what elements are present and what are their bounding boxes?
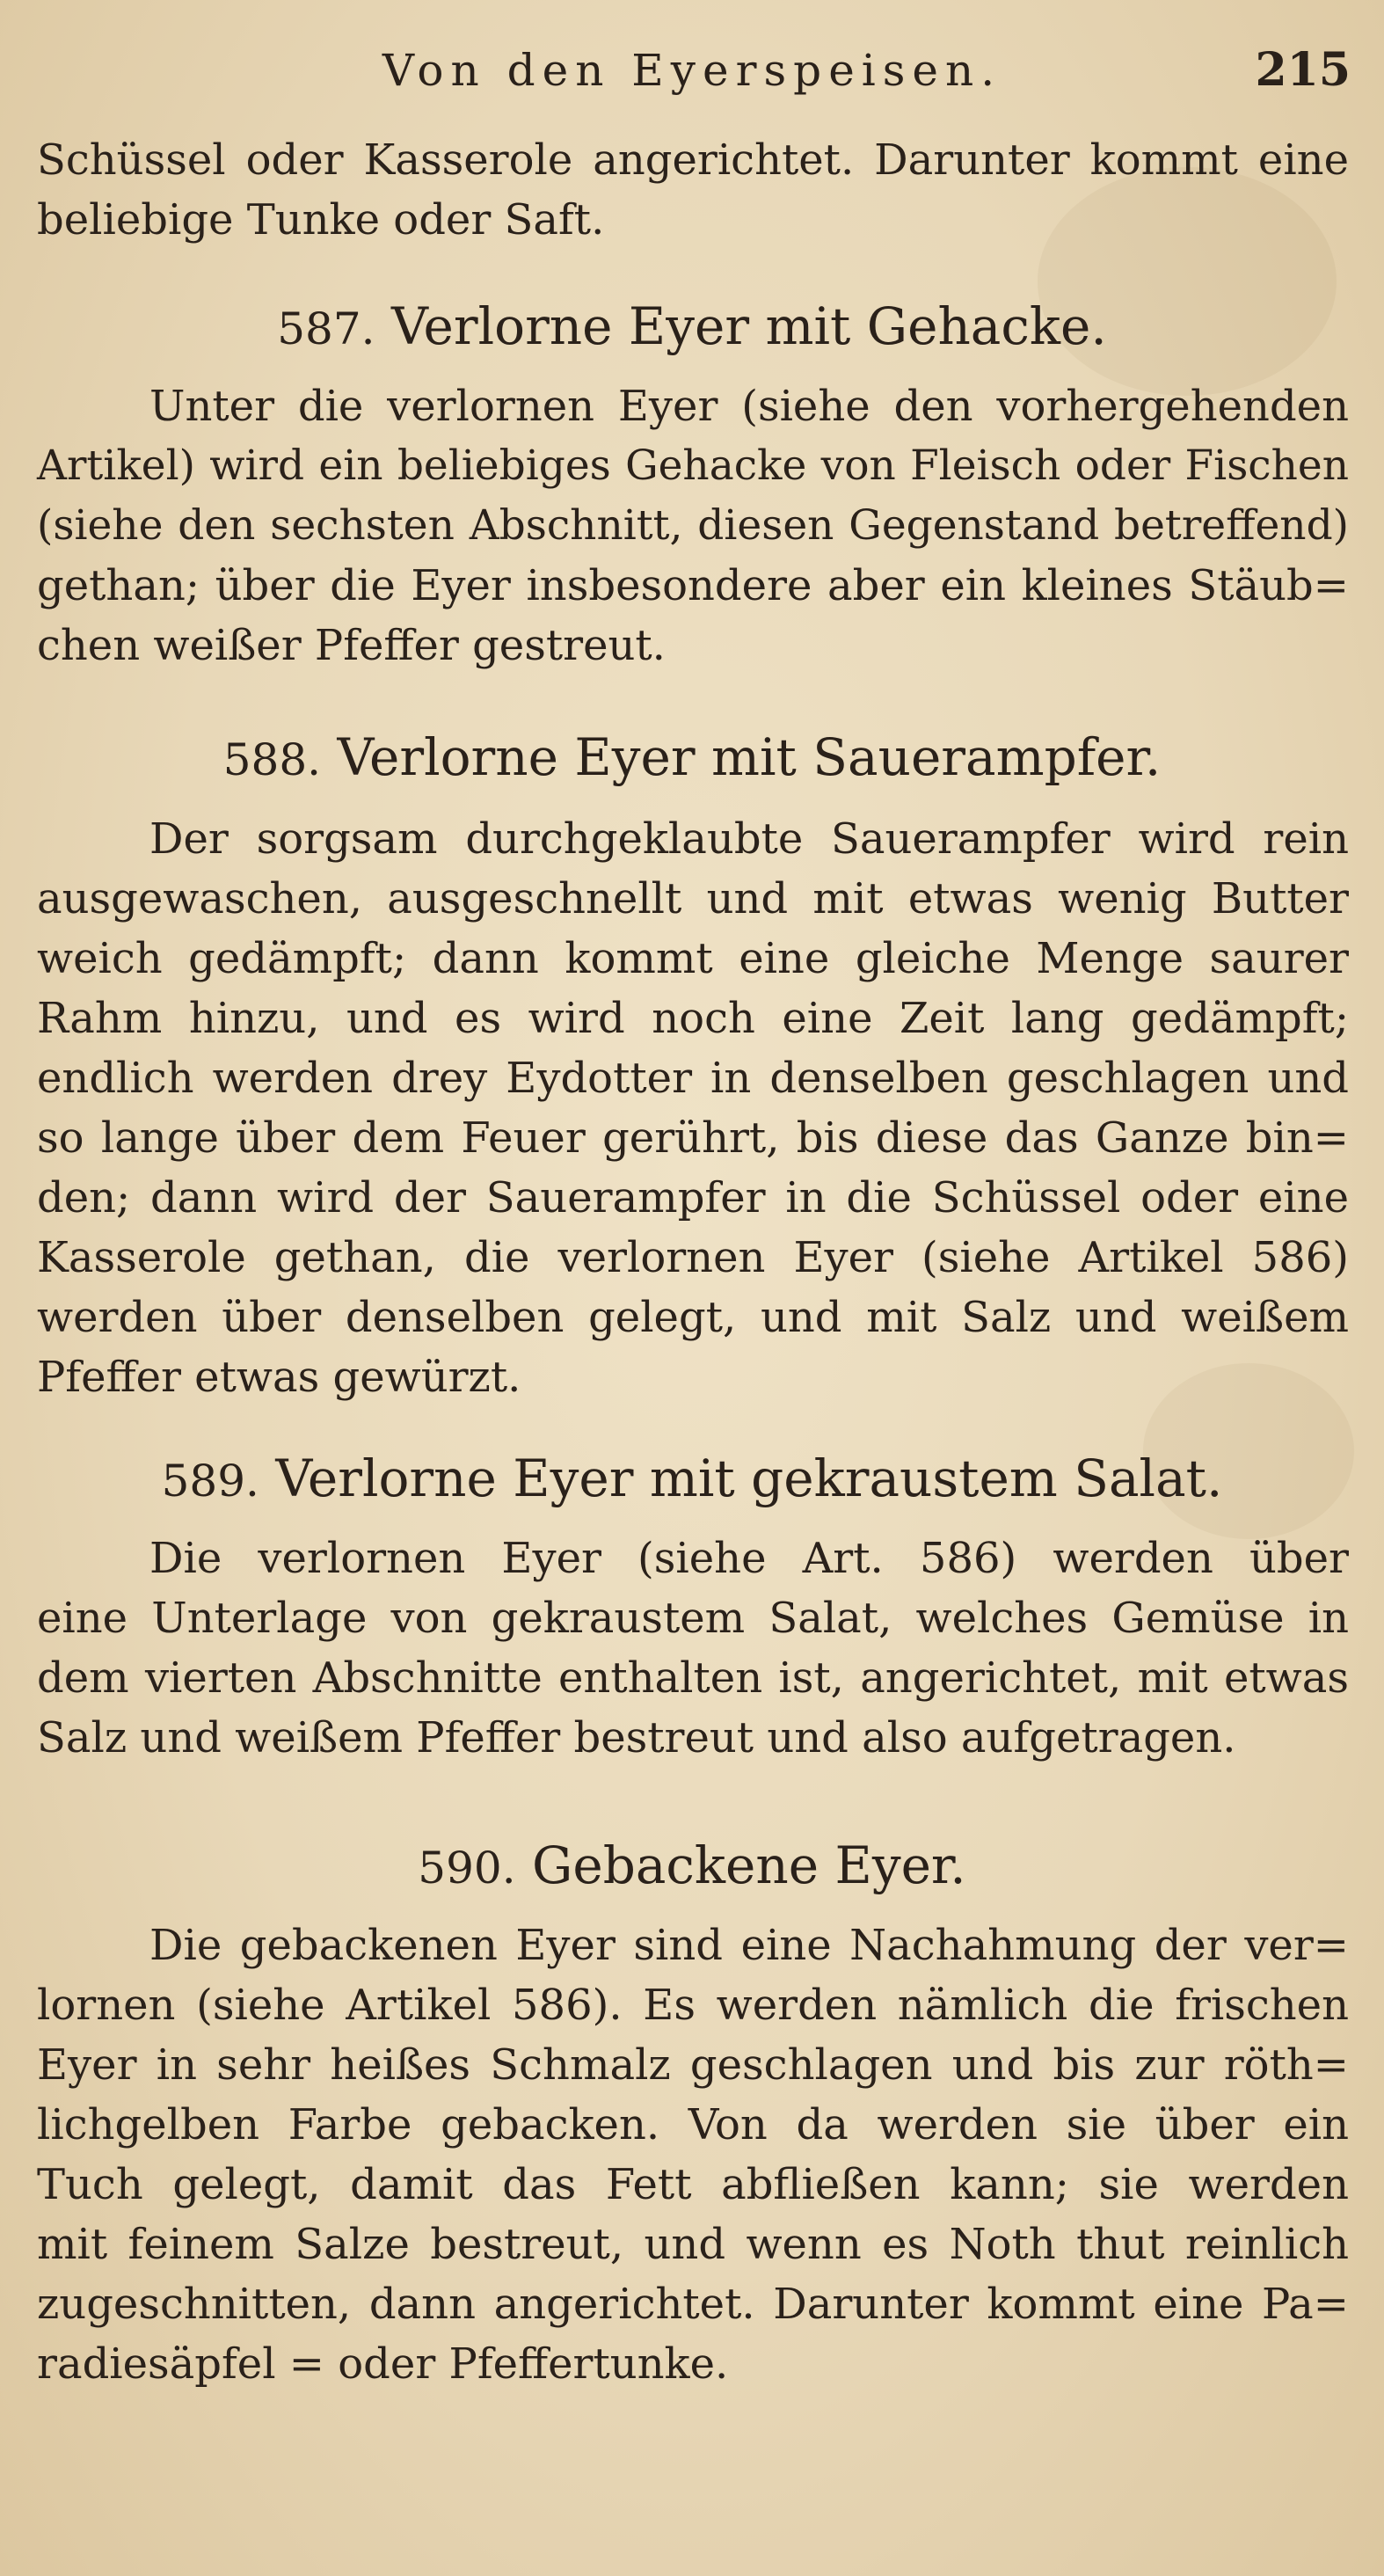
text-line: mit feinem Salze bestreut, und wenn es Noth thut reinlich — [37, 2220, 1349, 2269]
text-line: Unter die verlornen Eyer (siehe den vorhergehenden — [149, 382, 1349, 431]
text-line: (siehe den sechsten Abschnitt, diesen Gegenstand betreffend) — [37, 501, 1349, 550]
text-line: chen weißer Pfeffer gestreut. — [37, 621, 666, 670]
text-line: Die gebackenen Eyer sind eine Nachahmung der ver= — [149, 1921, 1349, 1970]
text-line: Pfeffer etwas gewürzt. — [37, 1353, 521, 1402]
text-line: beliebige Tunke oder Saft. — [37, 195, 605, 244]
text-line: Eyer in sehr heißes Schmalz geschlagen und bis zur röth= — [37, 2040, 1349, 2090]
text-line: Rahm hinzu, und es wird noch eine Zeit lang gedämpft; — [37, 994, 1349, 1043]
section-number: 590. — [418, 1843, 516, 1894]
section-number: 589. — [161, 1456, 259, 1507]
text-line: so lange über dem Feuer gerührt, bis diese das Ganze bin= — [37, 1113, 1349, 1163]
text-line: werden über denselben gelegt, und mit Salz und weißem — [37, 1293, 1349, 1342]
section-number: 588. — [222, 734, 322, 785]
text-line: endlich werden drey Eydotter in denselben geschlagen und — [37, 1054, 1349, 1103]
text-line: Die verlornen Eyer (siehe Art. 586) werden über — [149, 1534, 1349, 1583]
text-line: dem vierten Abschnitte enthalten ist, angerichtet, mit etwas — [37, 1653, 1349, 1703]
section-title: Verlorne Eyer mit gekraustem Salat. — [275, 1449, 1223, 1508]
text-line: Salz und weißem Pfeffer bestreut und also aufgetragen. — [37, 1713, 1236, 1762]
text-line: den; dann wird der Sauerampfer in die Schüssel oder eine — [37, 1173, 1349, 1222]
section-heading-587 — [0, 290, 1384, 362]
text-line: Schüssel oder Kasserole angerichtet. Darunter kommt eine — [37, 135, 1349, 185]
section-heading-590 — [0, 1829, 1384, 1901]
section-title: Verlorne Eyer mit Gehacke. — [390, 296, 1107, 356]
text-line: Tuch gelegt, damit das Fett abfließen kann; sie werden — [37, 2160, 1349, 2209]
text-line: Artikel) wird ein beliebiges Gehacke von Fleisch oder Fischen — [37, 441, 1349, 490]
page-number: 215 — [1255, 43, 1351, 97]
text-line: gethan; über die Eyer insbesondere aber ein kleines Stäub= — [37, 561, 1349, 610]
page-header — [0, 35, 1384, 106]
section-title: Verlorne Eyer mit Sauerampfer. — [337, 727, 1162, 787]
running-head: Von den Eyerspeisen. — [382, 45, 1002, 96]
text-line: Kasserole gethan, die verlornen Eyer (siehe Artikel 586) — [37, 1233, 1349, 1282]
text-line: lornen (siehe Artikel 586). Es werden nämlich die frischen — [37, 1981, 1349, 2030]
text-line: ausgewaschen, ausgeschnellt und mit etwas wenig Butter — [37, 874, 1349, 923]
text-line: weich gedämpft; dann kommt eine gleiche Menge saurer — [37, 934, 1349, 983]
text-line: radiesäpfel = oder Pfeffertunke. — [37, 2339, 729, 2389]
section-number: 587. — [277, 303, 375, 354]
text-line: zugeschnitten, dann angerichtet. Darunter kommt eine Pa= — [37, 2280, 1349, 2329]
section-title: Gebackene Eyer. — [532, 1835, 966, 1895]
text-line: Der sorgsam durchgeklaubte Sauerampfer wird rein — [149, 814, 1349, 864]
text-line: eine Unterlage von gekraustem Salat, welches Gemüse in — [37, 1594, 1349, 1643]
section-heading-588 — [0, 721, 1384, 793]
text-line: lichgelben Farbe gebacken. Von da werden sie über ein — [37, 2100, 1349, 2149]
section-heading-589 — [0, 1442, 1384, 1514]
